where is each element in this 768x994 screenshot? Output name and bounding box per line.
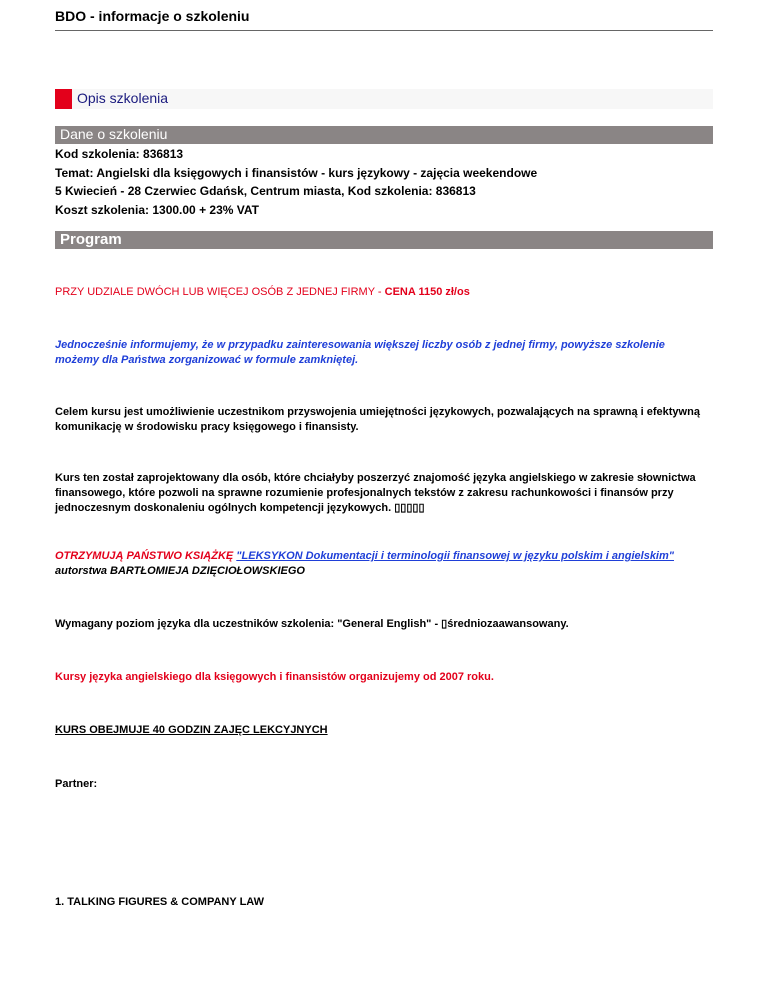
program-title: Program <box>60 231 122 248</box>
audience-text: Kurs ten został zaprojektowany dla osób, które chciałyby poszerzyć znajomość języka angielskiego w zakresie słownictwa finansowego, które pozwoli na sprawne rozumienie profesjonalnych tekstów z zakresu rachunkowości i finansów przy jednoczesnym doskonaleniu ogólnych kompetencji językowych. <box>55 472 696 514</box>
book-author: autorstwa BARTŁOMIEJA DZIĘCIOŁOWSKIEGO <box>55 565 305 577</box>
discount-text: PRZY UDZIALE DWÓCH LUB WIĘCEJ OSÓB Z JEDNEJ FIRMY - <box>55 286 385 298</box>
red-square-icon <box>55 89 72 109</box>
course-info <box>55 145 537 219</box>
book-link[interactable]: "LEKSYKON Dokumentacji i terminologii finansowej w języku polskim i angielskim" <box>236 550 674 562</box>
course-goal: Celem kursu jest umożliwienie uczestnikom przyswojenia umiejętności językowych, pozwalających na sprawną i efektywną komunikację w środowisku pracy księgowego i finansisty. <box>55 406 700 433</box>
course-cost: Koszt szkolenia: 1300.00 + 23% VAT <box>55 202 259 217</box>
description-header <box>55 89 713 109</box>
discount-note <box>55 285 705 300</box>
program-header <box>55 231 713 249</box>
description-title: Opis szkolenia <box>77 90 169 106</box>
level-glyph: ▯ <box>441 618 448 630</box>
course-data-header <box>55 126 713 144</box>
course-topic: Temat: Angielski dla księgowych i finansistów - kurs językowy - zajęcia weekendowe <box>55 165 538 180</box>
closed-training-info: Jednocześnie informujemy, że w przypadku zainteresowania większej liczby osób z jednej firmy, powyższe szkolenie możemy dla Państwa zorganizować w formule zamkniętej. <box>55 339 665 366</box>
course-code: Kod szkolenia: 836813 <box>55 147 184 161</box>
book-info <box>55 549 705 579</box>
level-text: Wymagany poziom języka dla uczestników szkolenia: "General English" - <box>55 618 442 630</box>
topic-1: 1. TALKING FIGURES & COMPANY LAW <box>55 896 265 908</box>
partner-label: Partner: <box>55 778 98 790</box>
page-title: BDO - informacje o szkoleniu <box>55 8 713 31</box>
since-note: Kursy języka angielskiego dla księgowych i finansistów organizujemy od 2007 roku. <box>55 671 494 683</box>
course-dates: 5 Kwiecień - 28 Czerwiec Gdańsk, Centrum miasta, Kod szkolenia: 836813 <box>55 184 476 198</box>
level-value: średniozaawansowany. <box>447 618 569 630</box>
book-prefix: OTRZYMUJĄ PAŃSTWO KSIĄŻKĘ <box>55 550 237 562</box>
discount-price: CENA 1150 zł/os <box>384 286 470 298</box>
hours-note: KURS OBEJMUJE 40 GODZIN ZAJĘC LEKCYJNYCH <box>55 724 328 736</box>
course-audience <box>55 471 705 516</box>
language-level <box>55 617 705 632</box>
audience-glyphs: ▯▯▯▯▯ <box>394 502 425 514</box>
course-data-title: Dane o szkoleniu <box>60 126 168 142</box>
